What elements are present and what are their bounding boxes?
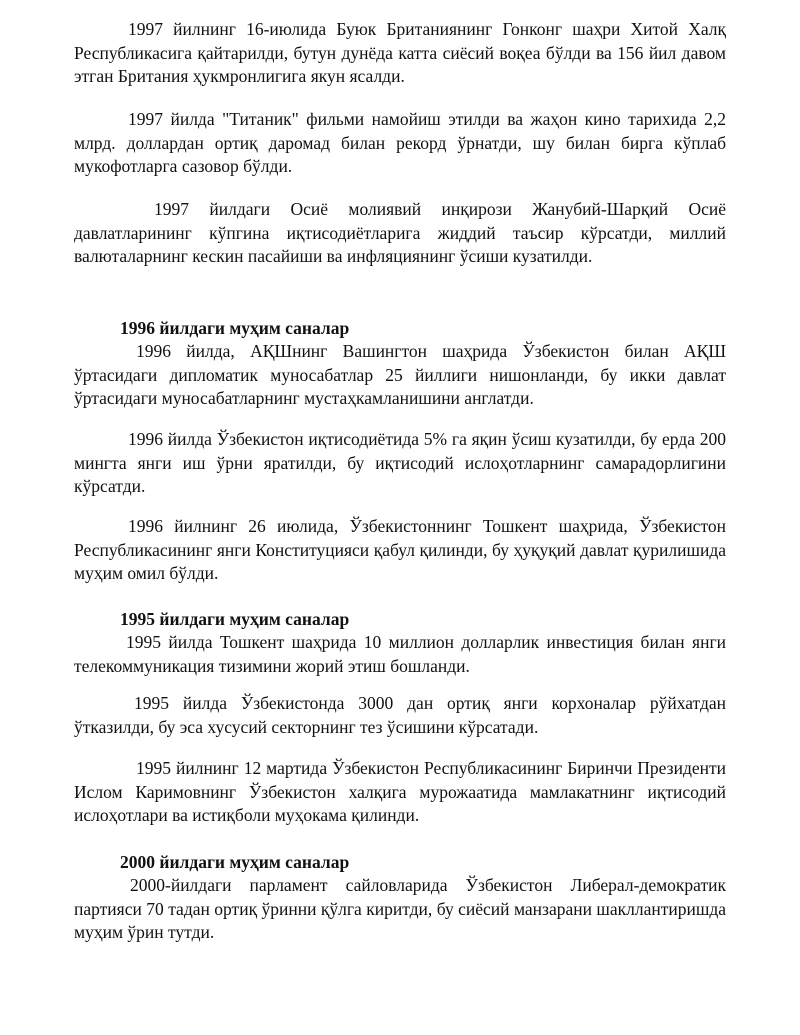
paragraph-1995-telecom: 1995 йилда Тошкент шаҳрида 10 миллион долларлик инвестиция билан янги телекоммуникация тизимини жорий этиш бошланди.	[74, 632, 726, 676]
paragraph-1995-enterprises: 1995 йилда Ўзбекистонда 3000 дан ортиқ янги корхоналар рўйхатдан ўтказилди, бу эса хусусий секторнинг тез ўсишини кўрсатади.	[74, 693, 726, 737]
paragraph-2000-elections: 2000-йилдаги парламент сайловларида Ўзбекистон Либерал-демократик партияси 70 тадан ортиқ ўринни қўлга киритди, бу сиёсий манзарани шакллантиришда муҳим ўрин тутди.	[74, 875, 726, 942]
paragraph-1997-titanic: 1997 йилда "Титаник" фильми намойиш этилди ва жаҳон кино тарихида 2,2 млрд. доллардан ортиқ даромад билан рекорд ўрнатди, шу билан бирга кўплаб мукофотларга сазовор бўлди.	[74, 109, 726, 176]
section-heading-1996: 1996 йилдаги муҳим саналар	[120, 318, 350, 338]
section-heading-2000: 2000 йилдаги муҳим саналар	[120, 852, 350, 872]
paragraph-1995-address: 1995 йилнинг 12 мартида Ўзбекистон Республикасининг Биринчи Президенти Ислом Каримовнинг Ўзбекистон халқига мурожаатида мамлакатнинг иқтисодий ислоҳотлари ва истиқболи муҳокама қилинди.	[74, 758, 726, 825]
section-heading-1995: 1995 йилдаги муҳим саналар	[120, 609, 350, 629]
paragraph-1996-diplomatic: 1996 йилда, АҚШнинг Вашингтон шаҳрида Ўзбекистон билан АҚШ ўртасидаги дипломатик муносабатлар 25 йиллиги нишонланди, бу икки давлат ўртасидаги муносабатларнинг мустаҳкамланишини англатди.	[74, 341, 726, 408]
paragraph-1996-economy: 1996 йилда Ўзбекистон иқтисодиётида 5% га яқин ўсиш кузатилди, бу ерда 200 мингта янги иш ўрни яратилди, бу иқтисодий ислоҳотларнинг самарадорлигини кўрсатди.	[74, 429, 726, 496]
paragraph-1997-hong-kong: 1997 йилнинг 16-июлида Буюк Британиянинг Гонконг шаҳри Хитой Халқ Республикасига қайтарилди, бутун дунёда катта сиёсий воқеа бўлди ва 156 йил давом этган Британия ҳукмронлигига якун ясалди.	[74, 19, 726, 86]
paragraph-1996-constitution: 1996 йилнинг 26 июлида, Ўзбекистоннинг Тошкент шаҳрида, Ўзбекистон Республикасининг янги Конституцияси қабул қилинди, бу ҳуқуқий давлат қурилишида муҳим омил бўлди.	[74, 516, 726, 583]
paragraph-1997-asian-crisis: 1997 йилдаги Осиё молиявий инқирози Жанубий-Шарқий Осиё давлатларининг кўпгина иқтисодиётларига жиддий таъсир кўрсатди, миллий валюталарнинг кескин пасайиши ва инфляциянинг ўсиши кузатилди.	[74, 199, 726, 266]
